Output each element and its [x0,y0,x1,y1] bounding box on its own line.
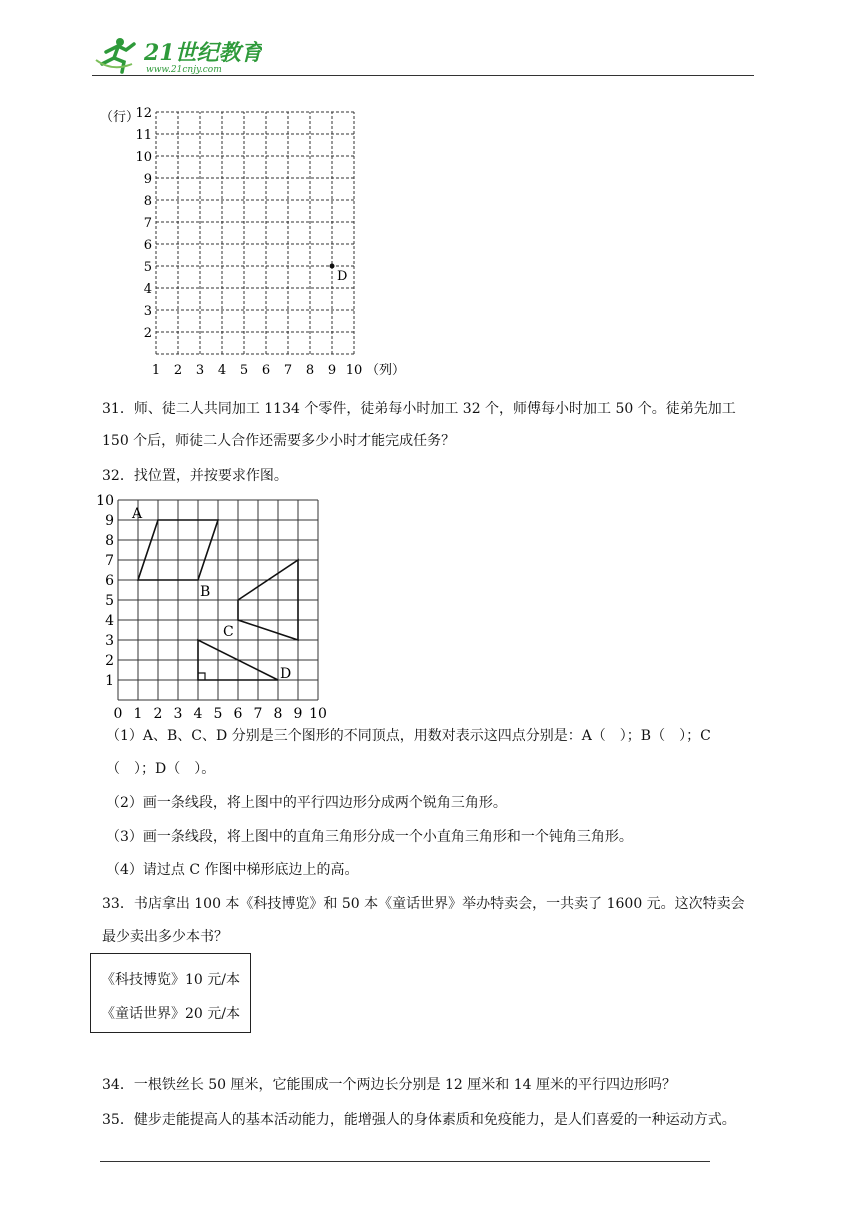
price-fairytale: 《童话世界》20 元/本 [101,1006,240,1022]
grid2-x-tick: 0 [113,706,123,718]
grid1-col-tick: 7 [283,363,293,378]
grid1-row-tick: 12 [135,106,152,121]
grid1-lines [156,112,354,354]
grid1-col-tick: 4 [217,363,227,378]
grid1-row-tick: 11 [135,128,152,143]
grid2-x-tick: 10 [309,706,327,718]
grid1-row-tick: 4 [143,282,152,297]
grid1-row-tick: 9 [143,172,152,187]
grid1-row-tick: 5 [143,260,152,275]
grid1-col-tick: 8 [305,363,315,378]
grid1-col-tick: 10 [345,363,363,378]
coordinate-grid-rows-cols [96,104,416,384]
vertex-a-label: A [132,506,143,522]
grid2-y-tick: 3 [105,633,114,649]
grid1-col-tick: 3 [195,363,205,378]
grid1-col-tick: 6 [261,363,271,378]
vertex-b-label: B [200,584,211,600]
grid2-x-tick: 6 [233,706,243,718]
footer-rule [100,1161,710,1162]
question-32-part1-line2: （ ）；D（ ）。 [106,761,216,777]
site-logo [92,34,262,78]
question-33-line2: 最少卖出多少本书？ [102,929,228,945]
vertex-c-label: C [223,624,234,640]
grid2-x-tick: 8 [273,706,283,718]
grid2-x-tick: 1 [133,706,143,718]
grid2-y-tick: 2 [105,653,114,669]
shapes-grid [92,490,332,718]
price-box [90,953,251,1033]
grid1-col-tick: 1 [151,363,161,378]
point-d-label: D [337,269,348,284]
grid2-x-tick: 7 [253,706,263,718]
header-rule [92,75,754,76]
grid2-y-tick: 6 [105,573,114,589]
grid1-row-ticks [135,106,152,341]
question-32-part4: （4）请过点 C 作图中梯形底边上的高。 [106,862,359,878]
grid1-row-tick: 7 [143,216,152,231]
col-axis-label: （列） [366,363,406,378]
grid1-row-tick: 8 [143,194,152,209]
question-32-title: 32．找位置，并按要求作图。 [102,468,288,484]
grid2-x-tick: 2 [153,706,163,718]
point-d-dot [330,264,335,269]
question-31-line1: 31．师、徒二人共同加工 1134 个零件，徒弟每小时加工 32 个，师傅每小时加工 50 个。徒弟先加工 [102,401,736,417]
question-32-part2: （2）画一条线段，将上图中的平行四边形分成两个锐角三角形。 [106,795,507,811]
grid2-y-tick: 4 [105,613,114,629]
row-axis-label: （行） [100,110,140,125]
vertex-d-label: D [280,666,292,682]
question-34: 34．一根铁丝长 50 厘米，它能围成一个两边长分别是 12 厘米和 14 厘米的平行四边形吗？ [102,1077,676,1093]
question-32-part1-line1: （1）A、B、C、D 分别是三个图形的不同顶点，用数对表示这四点分别是：A（ ）；B（ ）；C [106,728,711,744]
grid1-row-tick: 10 [135,150,152,165]
question-32-part3: （3）画一条线段，将上图中的直角三角形分成一个小直角三角形和一个钝角三角形。 [106,829,633,845]
grid2-y-tick: 8 [105,533,114,549]
grid1-row-tick: 6 [143,238,152,253]
runner-logo-icon [96,38,134,72]
grid2-y-tick: 10 [96,493,114,509]
grid1-row-tick: 2 [143,326,152,341]
grid2-y-tick: 9 [105,513,114,529]
grid1-row-tick: 3 [143,304,152,319]
grid1-col-tick: 5 [239,363,249,378]
grid2-y-ticks [96,493,114,689]
question-33-line1: 33．书店拿出 100 本《科技博览》和 50 本《童话世界》举办特卖会，一共卖了 1600 元。这次特卖会 [102,896,745,912]
grid2-x-tick: 9 [293,706,303,718]
grid2-y-tick: 5 [105,593,114,609]
grid2-x-ticks [114,706,327,718]
grid1-col-tick: 2 [173,363,183,378]
logo-url: www.21cnjy.com [146,65,222,74]
logo-text: 21世纪教育 [144,40,262,66]
grid1-col-ticks [152,363,362,378]
grid1-col-tick: 9 [327,363,337,378]
question-31-line2: 150 个后，师徒二人合作还需要多少小时才能完成任务？ [102,433,456,449]
right-angle-mark [198,673,205,680]
grid2-x-tick: 3 [173,706,183,718]
grid2-y-tick: 7 [105,553,114,569]
grid2-x-tick: 4 [193,706,203,718]
question-35: 35．健步走能提高人的基本活动能力，能增强人的身体素质和免疫能力，是人们喜爱的一种运动方式。 [102,1112,736,1128]
grid2-y-tick: 1 [105,673,114,689]
price-science: 《科技博览》10 元/本 [101,972,240,988]
grid2-x-tick: 5 [213,706,223,718]
